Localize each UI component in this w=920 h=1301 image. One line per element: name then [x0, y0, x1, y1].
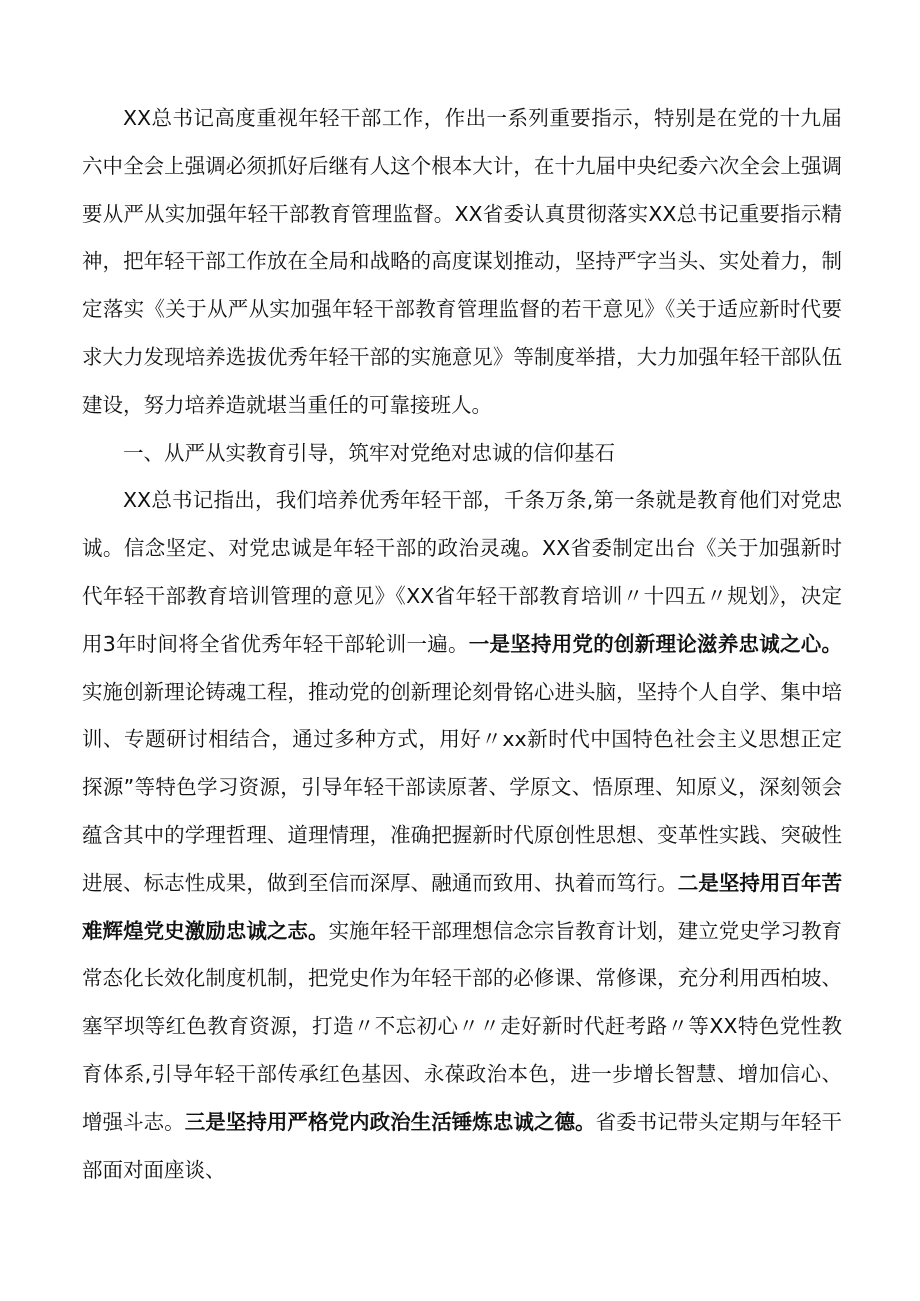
paragraph-text: XX总书记指出，我们培养优秀年轻干部，千条万条,第一条就是教育他们对党忠诚。信念坚定、对党忠诚是年轻干部的政治灵魂。XX省委制定出台《关于加强新时代年轻干部教育培训管理的意见》《XX省年轻干部教育培训〃十四五〃规划》，决定用3年时间将全省优秀年轻干部轮训一遍。 [82, 488, 842, 656]
paragraph-text: 省委书记带头定期与年轻干部面对面座谈、 [82, 1109, 843, 1182]
bold-point-one: 一是坚持用党的创新理论滋养忠诚之心。 [468, 631, 843, 656]
paragraph-text: 实施年轻干部理想信念宗旨教育计划，建立党史学习教育常态化长效化制度机制，把党史作为年轻干部的必修课、常修课，充分利用西柏坡、塞罕坝等红色教育资源，打造〃不忘初心〃〃走好新时代赶考路〃等XX特色党性教育体系,引导年轻干部传承红色基因、永葆政治本色，进一步增长智慧、增加信心、增强斗志。 [82, 918, 842, 1134]
document-body [82, 95, 842, 1194]
intro-paragraph [82, 95, 842, 430]
section-heading [82, 430, 842, 478]
heading-text: 一、从严从实教育引导，筑牢对党绝对忠诚的信仰基石 [123, 440, 615, 465]
bold-point-two: 二是坚持用百年苦难辉煌党史激励忠诚之志。 [82, 870, 843, 943]
paragraph-text: XX总书记高度重视年轻干部工作，作出一系列重要指示，特别是在党的十九届六中全会上强调必须抓好后继有人这个根本大计，在十九届中央纪委六次全会上强调要从严从实加强年轻干部教育管理监督。XX省委认真贯彻落实XX总书记重要指示精神，把年轻干部工作放在全局和战略的高度谋划推动，坚持严字当头、实处着力，制定落实《关于从严从实加强年轻干部教育管理监督的若干意见》《关于适应新时代要求大力发现培养选拔优秀年轻干部的实施意见》等制度举措，大力加强年轻干部队伍建设，努力培养造就堪当重任的可靠接班人。 [82, 106, 842, 417]
bold-point-three: 三是坚持用严格党内政治生活锤炼忠诚之德。 [184, 1109, 596, 1134]
paragraph-text: 实施创新理论铸魂工程，推动党的创新理论刻骨铭心进头脑，坚持个人自学、集中培训、专题研讨相结合，通过多种方式，用好〃xx新时代中国特色社会主义思想正定探源”等特色学习资源，引导年轻干部读原著、学原文、悟原理、知原义，深刻领会蕴含其中的学理哲理、道理情理，准确把握新时代原创性思想、变革性实践、突破性进展、标志性成果，做到至信而深厚、融通而致用、执着而笃行。 [82, 679, 842, 895]
section-paragraph [82, 477, 842, 1194]
